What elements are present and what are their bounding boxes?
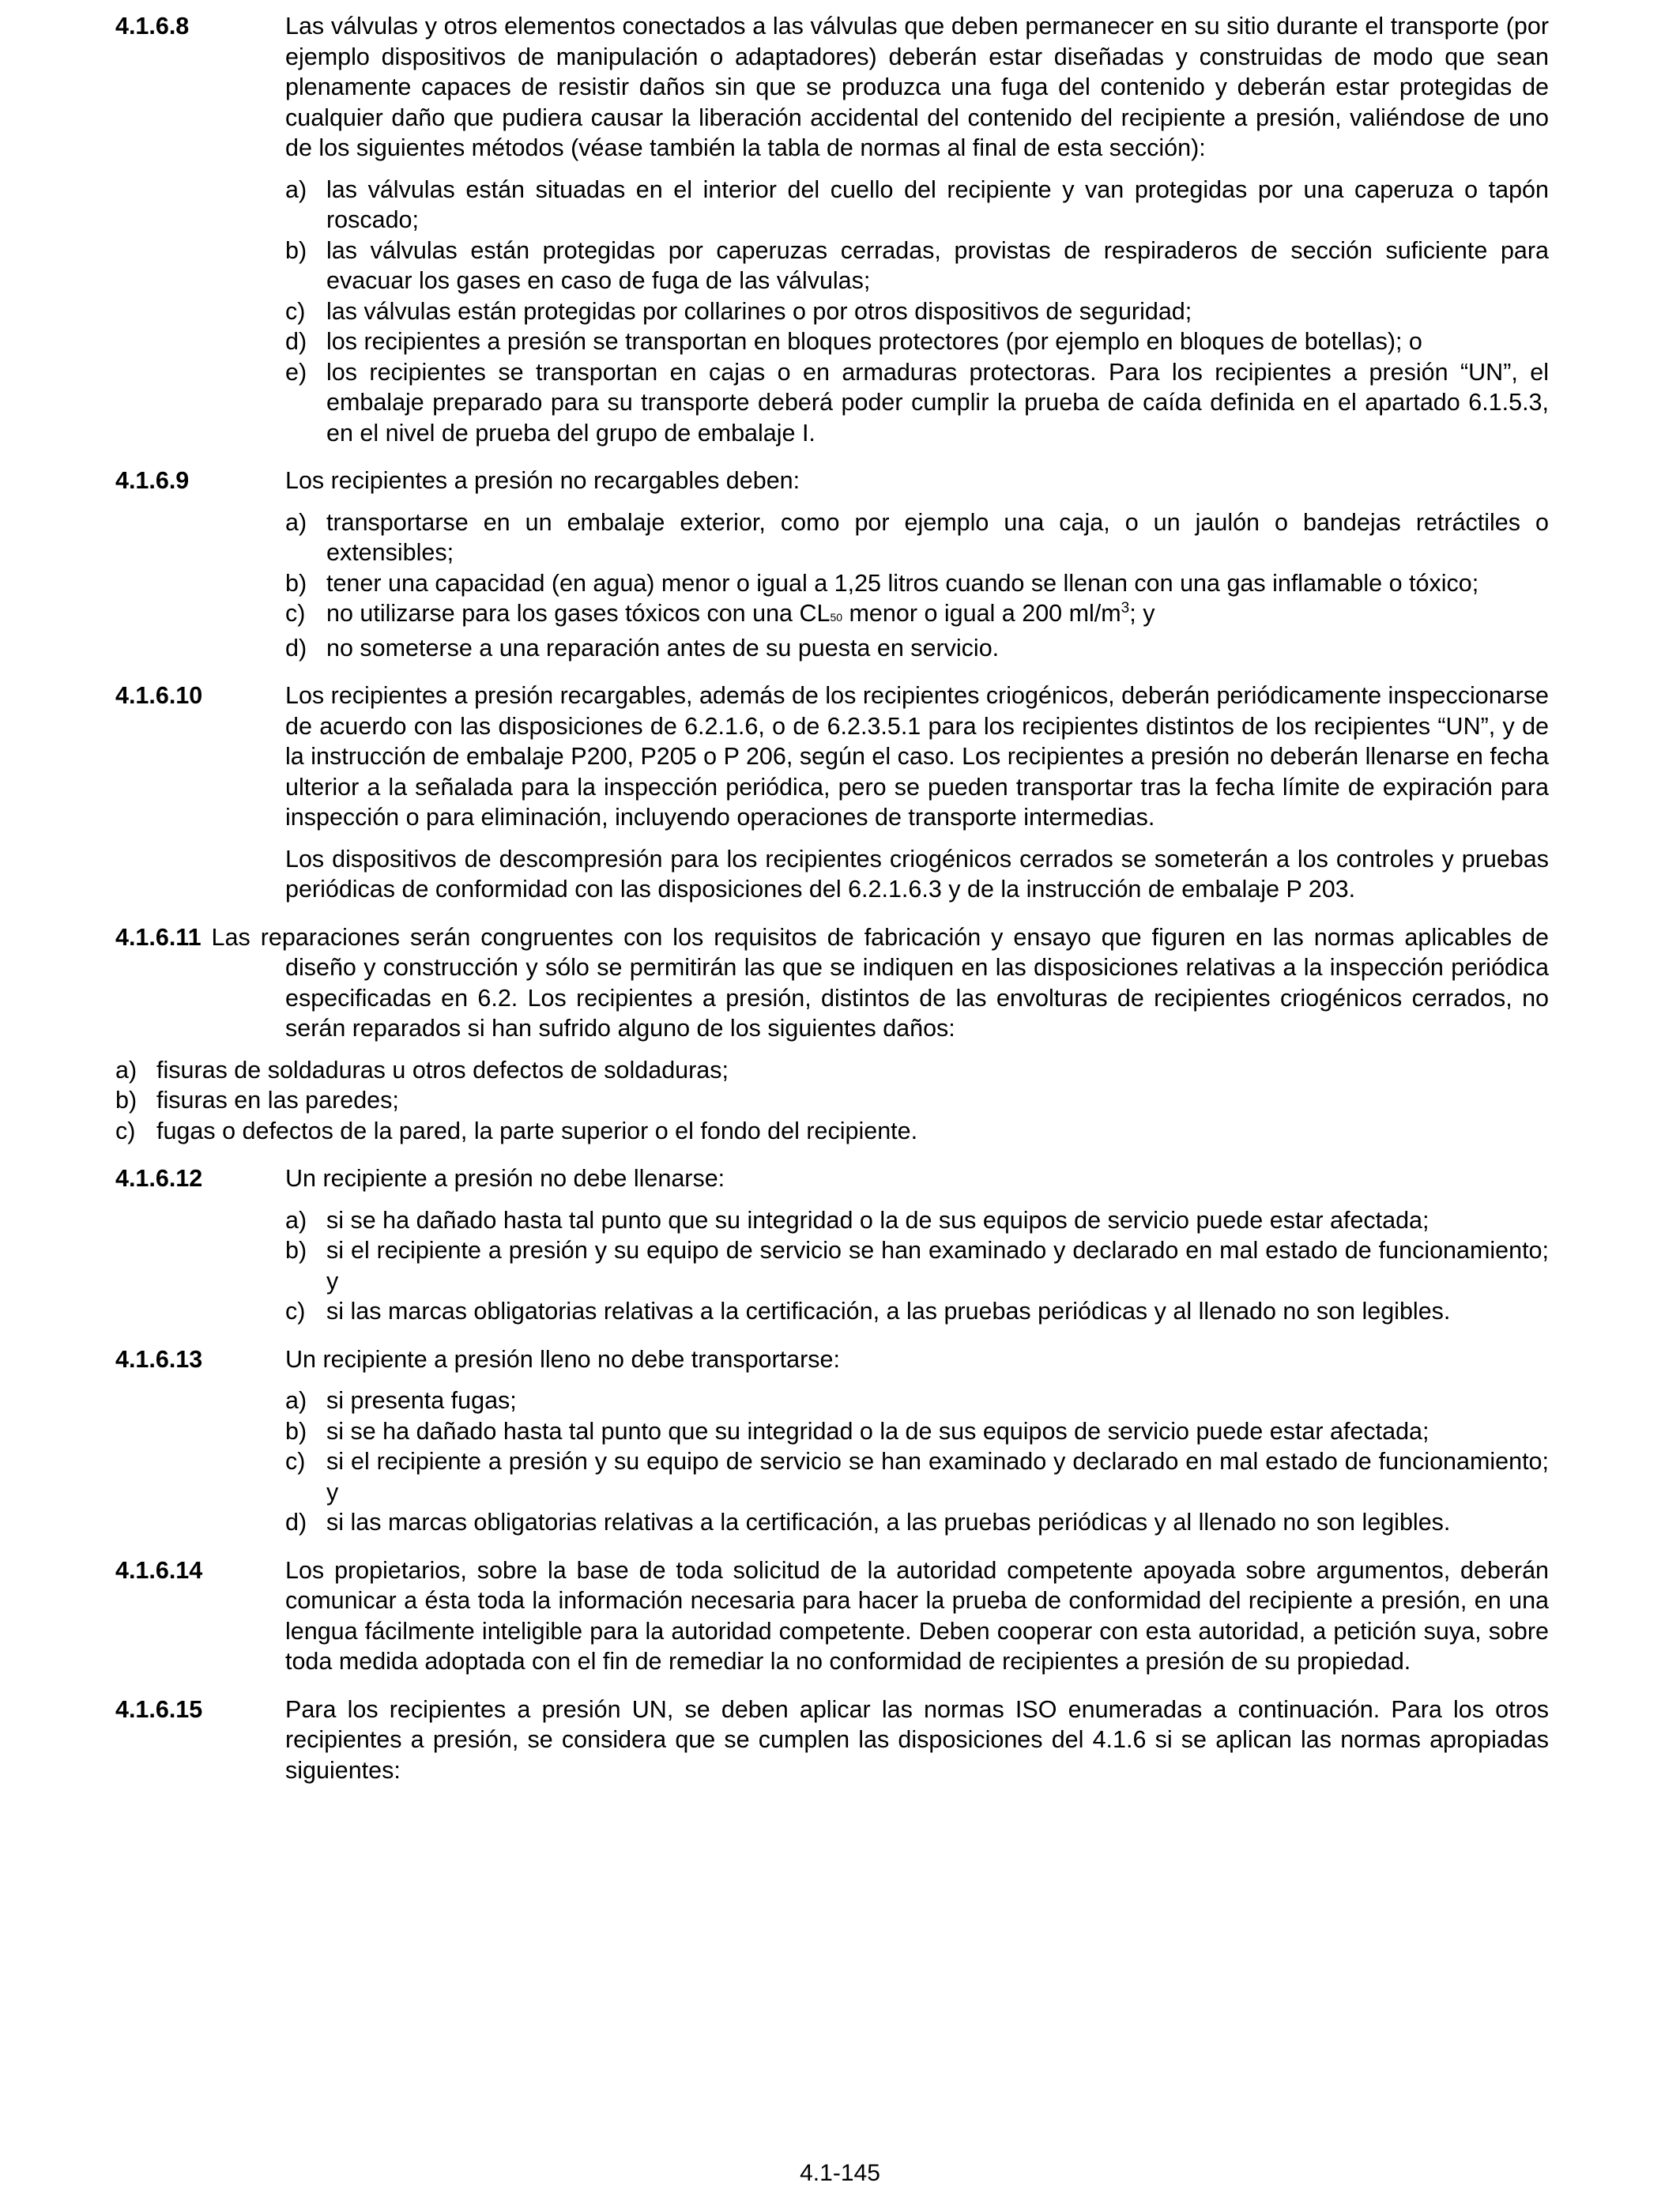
list-item: b) las válvulas están protegidas por caperuzas cerradas, provistas de respiraderos de sección suficiente para evacuar los gases en caso de fuga de las válvulas; (285, 236, 1549, 294)
section-paragraph: Un recipiente a presión lleno no debe transportarse: (285, 1345, 840, 1373)
list-item: e) los recipientes se transportan en cajas o en armaduras protectoras. Para los recipientes a presión “UN”, el embalaje preparado para su transporte deberá poder cumplir la prueba de caída definida en el apartado 6.1.5.3, en el nivel de prueba del grupo de embalaje I. (285, 358, 1549, 447)
section-paragraph-2: Los dispositivos de descompresión para los recipientes criogénicos cerrados se someterán a los controles y pruebas periódicas de conformidad con las disposiciones del 6.2.1.6.3 y de la instrucción de embalaje P 203. (285, 845, 1549, 903)
section-4-1-6-15 (115, 1695, 1549, 1786)
section-4-1-6-9 (115, 466, 1549, 663)
section-paragraph: Para los recipientes a presión UN, se deben aplicar las normas ISO enumeradas a continuación. Para los otros recipientes a presión, se considera que se cumplen las disposiciones del 4.1.6 si se aplican las normas apropiadas siguientes: (285, 1695, 1549, 1784)
page-number: 4.1-145 (800, 2160, 880, 2186)
section-paragraph: Un recipiente a presión no debe llenarse: (285, 1165, 725, 1192)
section-4-1-6-11 (115, 922, 1549, 1147)
section-number: 4.1.6.15 (115, 1695, 203, 1723)
list-item: d) los recipientes a presión se transportan en bloques protectores (por ejemplo en bloques de botellas); o (285, 328, 1422, 355)
section-number: 4.1.6.10 (115, 682, 203, 709)
list-item: d) no someterse a una reparación antes de su puesta en servicio. (285, 634, 1000, 662)
section-number: 4.1.6.12 (115, 1165, 203, 1192)
list-item: c) las válvulas están protegidas por collarines o por otros dispositivos de seguridad; (285, 297, 1192, 325)
list-item: c) no utilizarse para los gases tóxicos con una CL50 menor o igual a 200 $ml/m^3$; y (285, 599, 1155, 627)
section-number: 4.1.6.13 (115, 1345, 203, 1373)
section-paragraph: Los propietarios, sobre la base de toda solicitud de la autoridad competente apoyada sobre argumentos, deberán comunicar a ésta toda la información necesaria para hacer la prueba de conformidad del recipiente a presión, en una lengua fácilmente inteligible para la autoridad competente. Deben cooperar con esta autoridad, a petición suya, sobre toda medida adoptada con el fin de remediar la no conformidad de recipientes a presión de su propiedad. (285, 1556, 1549, 1675)
list-item: a) si se ha dañado hasta tal punto que su integridad o la de sus equipos de servicio puede estar afectada; (285, 1206, 1430, 1234)
item-list (285, 507, 1549, 664)
list-item: a) transportarse en un embalaje exterior, como por ejemplo una caja, o un jaulón o bandejas retráctiles o extensibles; (285, 508, 1549, 566)
item-list (285, 1205, 1549, 1327)
list-item: b) fisuras en las paredes; (115, 1087, 399, 1114)
section-4-1-6-12 (115, 1163, 1549, 1327)
list-item: a) fisuras de soldaduras u otros defectos de soldaduras; (115, 1056, 729, 1084)
section-number: 4.1.6.14 (115, 1556, 203, 1584)
section-number: 4.1.6.8 (115, 13, 190, 40)
section-4-1-6-8 (115, 11, 1549, 448)
section-4-1-6-10 (115, 680, 1549, 905)
list-item: b) tener una capacidad (en agua) menor o igual a 1,25 litros cuando se llenan con una gas inflamable o tóxico; (285, 569, 1479, 597)
item-list (115, 1055, 1549, 1147)
item-list (285, 175, 1549, 449)
list-item: a) las válvulas están situadas en el interior del cuello del recipiente y van protegidas por una caperuza o tapón roscado; (285, 175, 1549, 233)
item-list (285, 1385, 1549, 1538)
section-number: 4.1.6.11 (115, 923, 202, 951)
list-item: c) fugas o defectos de la pared, la parte superior o el fondo del recipiente. (115, 1117, 918, 1144)
section-paragraph: Los recipientes a presión no recargables deben: (285, 467, 800, 494)
section-4-1-6-14 (115, 1555, 1549, 1677)
list-item: c) si el recipiente a presión y su equipo de servicio se han examinado y declarado en mal estado de funcionamiento; y (285, 1448, 1549, 1506)
list-item: b) si el recipiente a presión y su equipo de servicio se han examinado y declarado en mal estado de funcionamiento; y (285, 1237, 1549, 1295)
section-paragraph: Los recipientes a presión recargables, además de los recipientes criogénicos, deberán periódicamente inspeccionarse de acuerdo con las disposiciones de 6.2.1.6, o de 6.2.3.5.1 para los recipientes distintos de los recipientes “UN”, y de la instrucción de embalaje P200, P205 o P 206, según el caso. Los recipientes a presión no deberán llenarse en fecha ulterior a la señalada para la inspección periódica, pero se pueden transportar tras la fecha límite de expiración para inspección o para eliminación, incluyendo operaciones de transporte intermedias. (285, 682, 1549, 831)
list-item: b) si se ha dañado hasta tal punto que su integridad o la de sus equipos de servicio puede estar afectada; (285, 1417, 1430, 1445)
list-item: d) si las marcas obligatorias relativas a la certificación, a las pruebas periódicas y al llenado no son legibles. (285, 1509, 1451, 1536)
document-page (115, 11, 1549, 1785)
list-item: a) si presenta fugas; (285, 1387, 517, 1414)
section-paragraph: Las válvulas y otros elementos conectados a las válvulas que deben permanecer en su sitio durante el transporte (por ejemplo dispositivos de manipulación o adaptadores) deberán estar diseñadas y construidas de modo que sean plenamente capaces de resistir daños sin que se produzca una fuga del contenido y deberán estar protegidas de cualquier daño que pudiera causar la liberación accidental del contenido del recipiente a presión, valiéndose de uno de los siguientes métodos (véase también la tabla de normas al final de esta sección): (285, 13, 1549, 161)
section-number: 4.1.6.9 (115, 467, 190, 494)
section-paragraph: 4.1.6.11 Las reparaciones serán congruentes con los requisitos de fabricación y ensayo que figuren en las normas aplicables de diseño y construcción y sólo se permitirán las que se indiquen en las disposiciones relativas a la inspección periódica especificadas en 6.2. Los recipientes a presión, distintos de las envolturas de recipientes criogénicos cerrados, no serán reparados si han sufrido alguno de los siguientes daños: (115, 923, 1549, 1042)
section-4-1-6-13 (115, 1344, 1549, 1538)
list-item: c) si las marcas obligatorias relativas a la certificación, a las pruebas periódicas y al llenado no son legibles. (285, 1298, 1451, 1325)
